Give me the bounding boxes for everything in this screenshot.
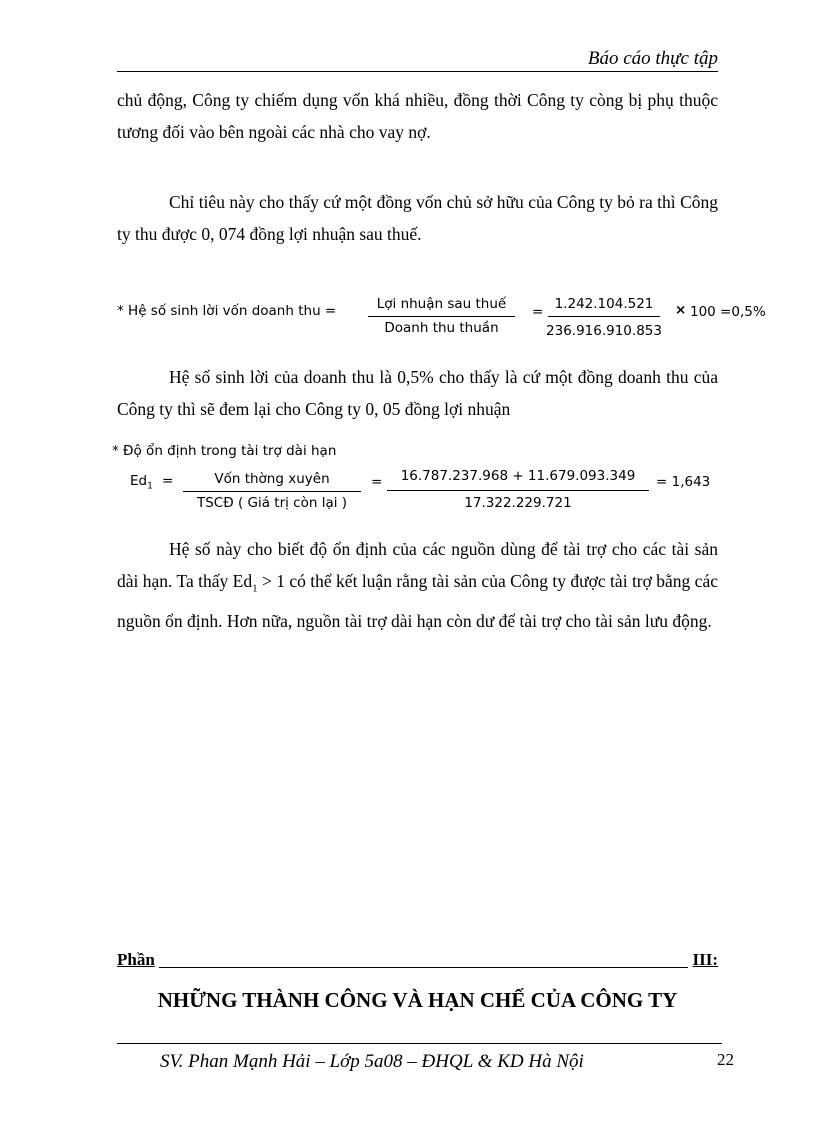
- formula-2-label: * Độ ổn định trong tài trợ dài hạn: [112, 443, 337, 459]
- formula-1-fraction-line: [368, 316, 515, 317]
- formula-2-den-value: 17.322.229.721: [464, 495, 572, 511]
- formula-1-times-sign: ×: [675, 302, 687, 318]
- formula-2-result: = 1,643: [656, 474, 711, 490]
- header-title: Báo cáo thực tập: [587, 48, 718, 69]
- paragraph-4-part-2: > 1 có thể kết luận rằng tài sản của Công ty được tài trợ bằng các nguồn ổn định. Hơn nữa, nguồn tài trợ dài hạn còn dư để tài trợ cho tài sản lưu động.: [117, 571, 718, 631]
- footer-text: SV. Phan Mạnh Hải – Lớp 5a08 – ĐHQL & KD Hà Nội: [160, 1051, 584, 1072]
- formula-1-value-fraction-line: [548, 316, 660, 317]
- formula-2-lhs-equals: =: [162, 473, 174, 489]
- footer-rule: [117, 1043, 722, 1044]
- formula-2-lhs-symbol: Ed: [130, 473, 148, 489]
- formula-2-lhs-subscript: 1: [147, 481, 153, 492]
- paragraph-4-subscript: 1: [252, 582, 258, 595]
- formula-2-num-value: 16.787.237.968 + 11.679.093.349: [400, 468, 636, 484]
- paragraph-1: chủ động, Công ty chiếm dụng vốn khá nhiều, đồng thời Công ty còng bị phụ thuộc tương đối vào bên ngoài các nhà cho vay nợ.: [117, 90, 718, 142]
- formula-1-den-value: 236.916.910.853: [546, 323, 662, 339]
- paragraph-3: Hệ số sinh lời của doanh thu là 0,5% cho thấy là cứ một đồng doanh thu của Công ty thì sẽ đem lại cho Công ty 0, 05 đồng lợi nhuận: [117, 367, 718, 419]
- formula-1-numerator: Lợi nhuận sau thuế: [376, 296, 507, 312]
- formula-2-denominator: TSCĐ ( Giá trị còn lại ): [196, 495, 348, 511]
- formula-2-equals: =: [371, 474, 383, 490]
- header-rule: [117, 71, 718, 72]
- formula-1-result: 100 =0,5%: [690, 304, 766, 320]
- chapter-title: NHỮNG THÀNH CÔNG VÀ HẠN CHẾ CỦA CÔNG TY: [157, 988, 678, 1012]
- formula-1-num-value: 1.242.104.521: [554, 296, 654, 312]
- formula-2-lhs: [130, 473, 153, 492]
- page-number: 22: [717, 1050, 734, 1069]
- paragraph-4: [117, 533, 718, 637]
- section-part-number: III:: [692, 950, 718, 969]
- section-part-rule: [159, 967, 688, 968]
- paragraph-4-part-1: Hệ số này cho biết độ ổn định của các nguồn dùng để tài trợ cho các tài sản dài hạn. Ta thấy Ed: [117, 539, 718, 591]
- formula-1-denominator: Doanh thu thuần: [384, 320, 499, 336]
- formula-1-equals: =: [532, 304, 544, 320]
- paragraph-2: Chỉ tiêu này cho thấy cứ một đồng vốn chủ sở hữu của Công ty bỏ ra thì Công ty thu được 0, 074 đồng lợi nhuận sau thuế.: [117, 192, 718, 244]
- formula-2-value-fraction-line: [387, 490, 649, 491]
- formula-2-fraction-line: [183, 491, 361, 492]
- formula-2-numerator: Vốn thờng xuyên: [214, 471, 330, 487]
- section-part-label: Phần: [117, 950, 155, 969]
- formula-1-label: * Hệ số sinh lời vốn doanh thu =: [117, 303, 337, 319]
